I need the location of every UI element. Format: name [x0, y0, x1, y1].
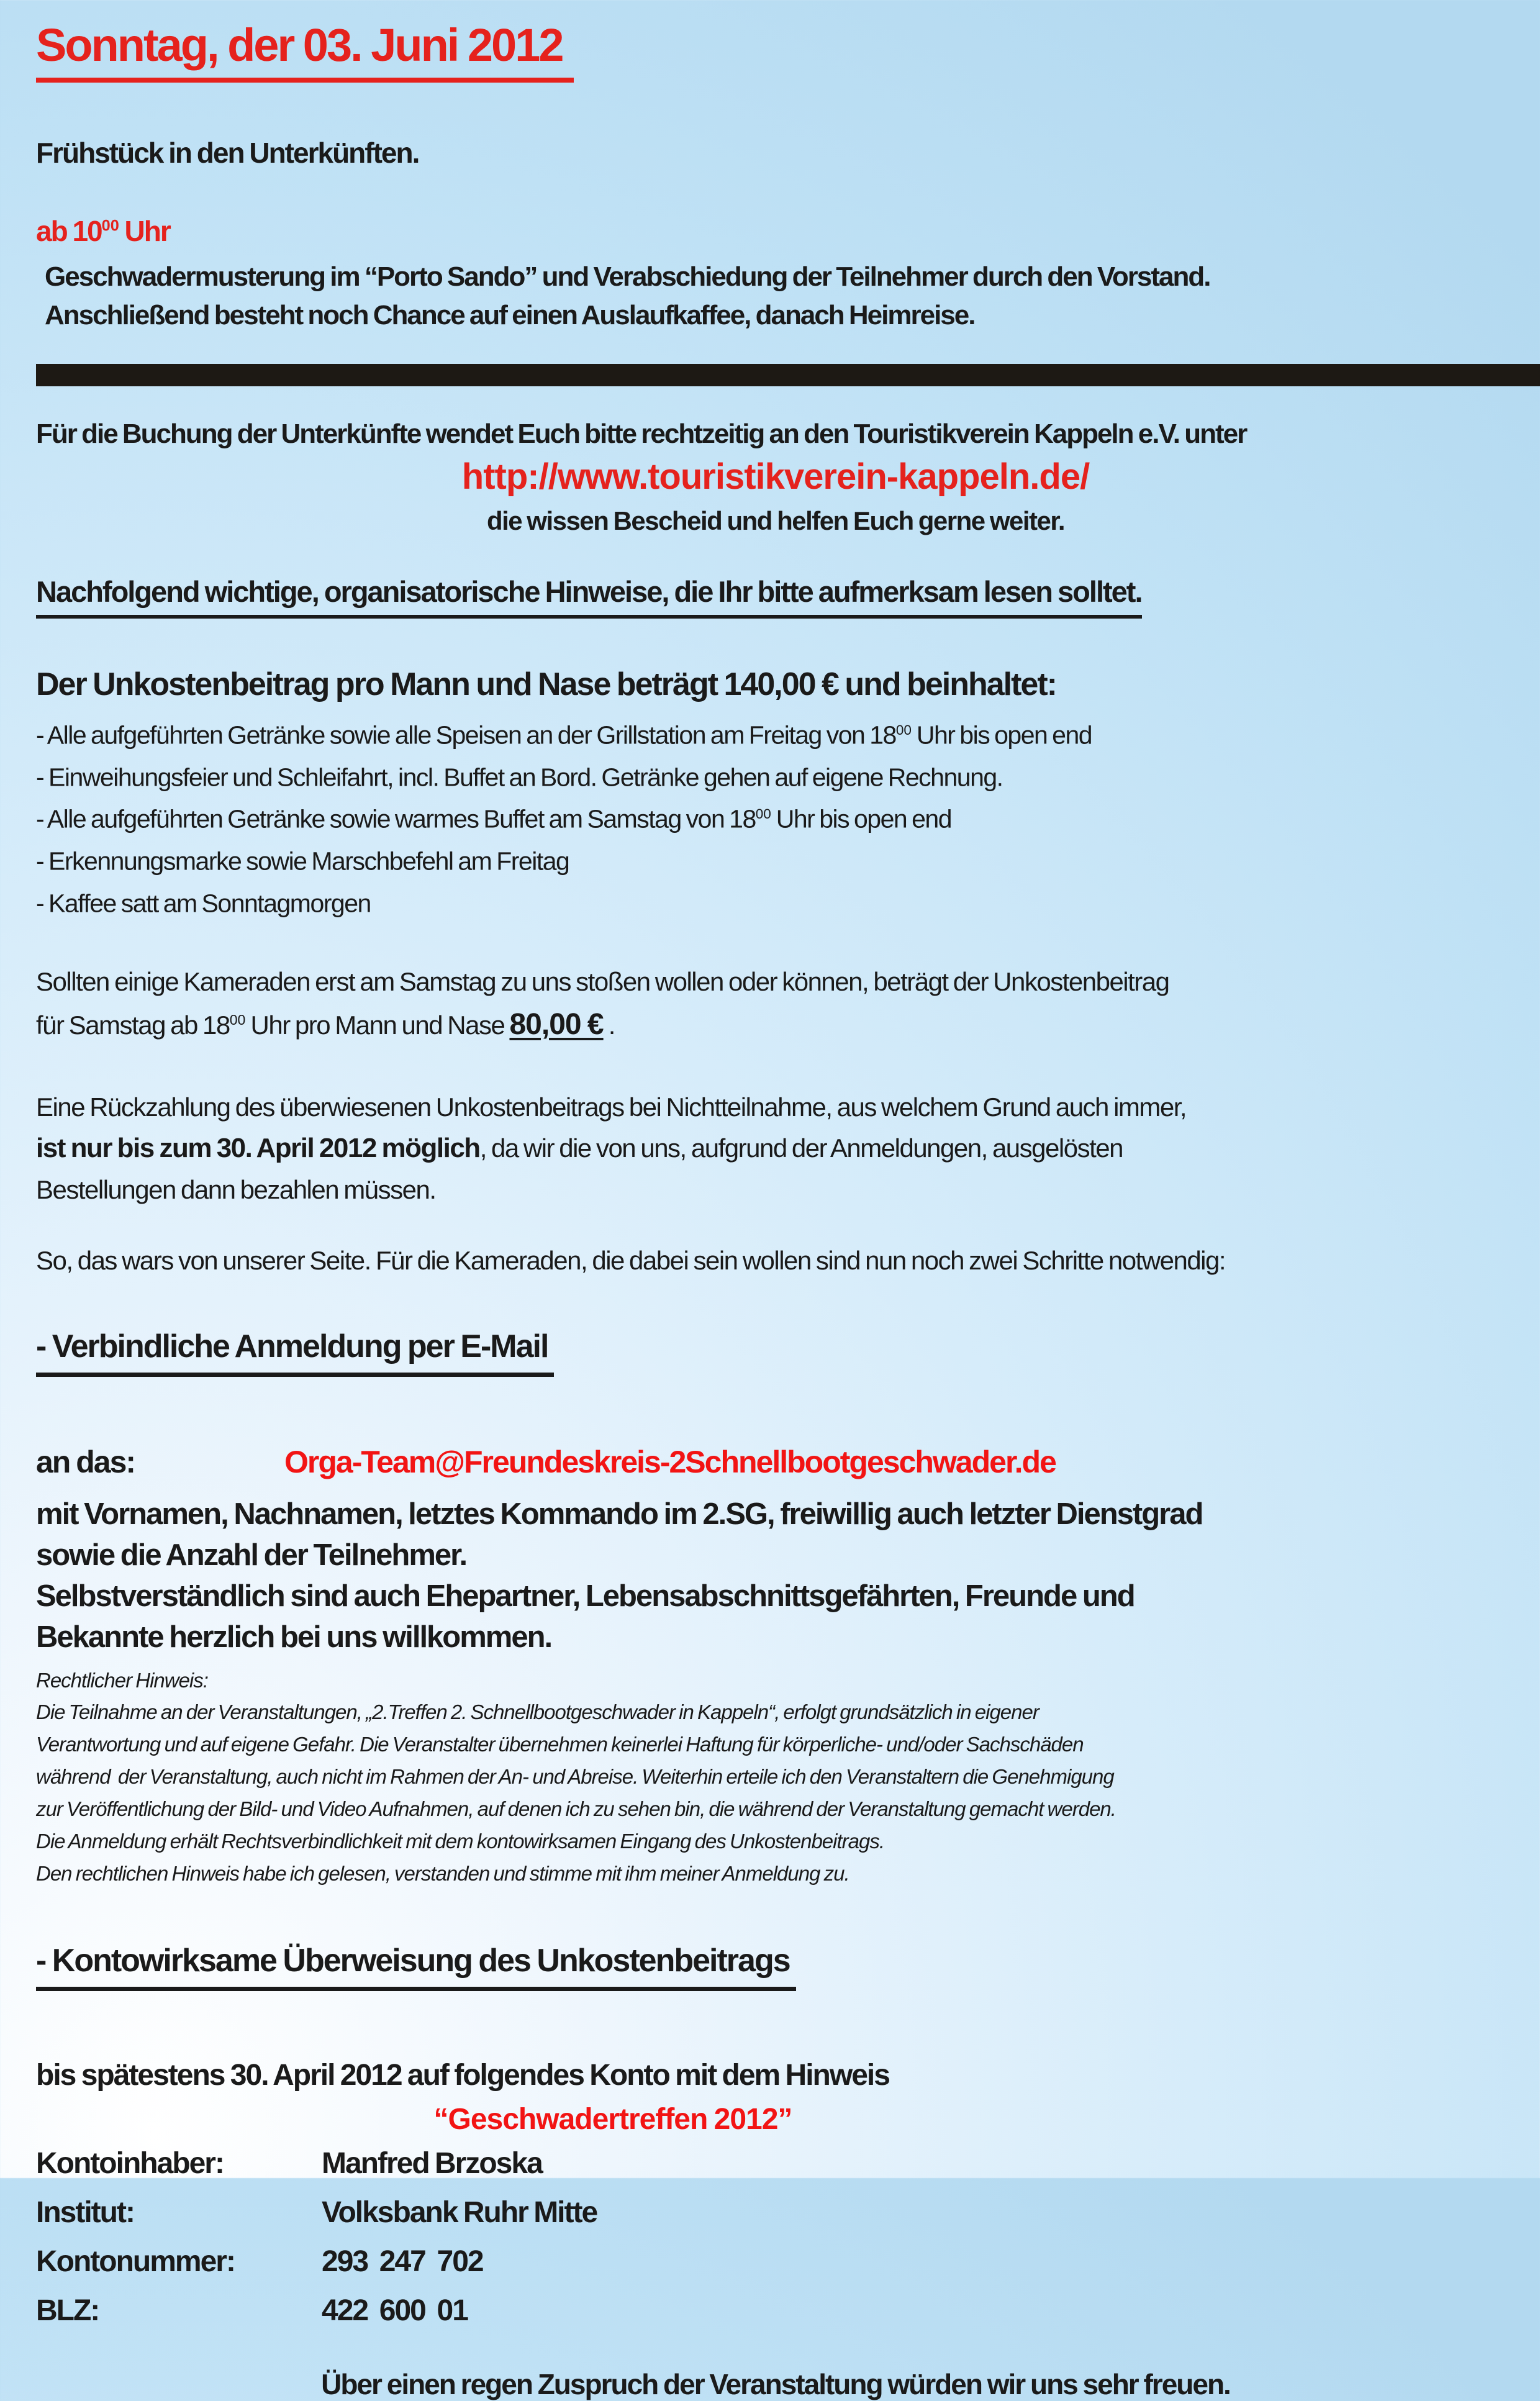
- list-item: [36, 712, 1515, 754]
- bank-name-label: Institut:: [36, 2196, 134, 2230]
- table-row: [36, 2244, 1515, 2279]
- legal-line: Die Anmeldung erhält Rechtsverbindlichkeit mit dem kontowirksamen Eingang des Unkostenbeitrags.: [36, 1830, 885, 1853]
- refund-line-3: Bestellungen dann bezahlen müssen.: [36, 1174, 436, 1204]
- account-number-value: 293 247 702: [322, 2245, 483, 2279]
- legal-line: Verantwortung und auf eigene Gefahr. Die Veranstalter übernehmen keinerlei Haftung für körperliche- und/oder Sachschäden: [36, 1733, 1084, 1756]
- list-item: [36, 838, 1515, 880]
- time-prefix: ab 10: [36, 215, 102, 247]
- list-item: [36, 754, 1515, 796]
- time-superscript: 00: [101, 217, 119, 235]
- legal-line: Die Teilnahme an der Veranstaltungen, „2.Treffen 2. Schnellbootgeschwader in Kappeln“, erfolgt grundsätzlich in eigener: [36, 1700, 1039, 1724]
- list-item: [36, 796, 1515, 838]
- item-text: - Alle aufgeführten Getränke sowie alle Speisen an der Grillstation am Freitag von 18: [36, 720, 896, 750]
- page-title-wrap: [36, 16, 1515, 83]
- payment-heading-wrap: [36, 1890, 1515, 1991]
- morning-program: [36, 258, 1515, 335]
- booking-intro: Für die Buchung der Unterkünfte wendet Euch bitte rechtzeitig an den Touristikverein Kappeln e.V. unter: [36, 418, 1247, 449]
- transition-line: So, das wars von unserer Seite. Für die Kameraden, die dabei sein wollen sind nun noch zwei Schritte notwendig:: [36, 1246, 1226, 1276]
- registration-details-line-2: sowie die Anzahl der Teilnehmer.: [36, 1538, 467, 1573]
- item-superscript: 00: [755, 806, 771, 822]
- account-holder-label: Kontoinhaber:: [36, 2147, 224, 2181]
- payment-heading: - Kontowirksame Überweisung des Unkostenbeitrags: [36, 1942, 796, 1991]
- start-time-line: [36, 214, 1515, 248]
- legal-notice-label: Rechtlicher Hinweis:: [36, 1669, 208, 1692]
- table-row: [36, 2294, 1515, 2328]
- closing-line: Über einen regen Zuspruch der Veranstaltung würden wir uns sehr freuen.: [321, 2368, 1230, 2401]
- page-title: Sonntag, der 03. Juni 2012: [36, 19, 574, 83]
- saturday-fee-amount: 80,00 €: [509, 1008, 604, 1042]
- legal-line: zur Veröffentlichung der Bild- und Video Aufnahmen, auf denen ich zu sehen bin, die während der Veranstaltung gemacht werden.: [36, 1797, 1116, 1821]
- refund-deadline-bold: ist nur bis zum 30. April 2012 möglich: [36, 1132, 480, 1163]
- registration-heading-wrap: [36, 1276, 1515, 1377]
- list-item: [36, 880, 1515, 922]
- legal-line: Den rechtlichen Hinweis habe ich gelesen, verstanden und stimme mit ihm meiner Anmeldung zu.: [36, 1862, 849, 1886]
- notice-heading: Nachfolgend wichtige, organisatorische Hinweise, die Ihr bitte aufmerksam lesen solltet.: [36, 574, 1142, 619]
- payment-deadline-line: bis spätestens 30. April 2012 auf folgendes Konto mit dem Hinweis: [36, 2059, 889, 2092]
- saturday-fee-line-1: Sollten einige Kameraden erst am Samstag zu uns stoßen wollen oder können, beträgt der Unkostenbeitrag: [36, 967, 1169, 997]
- saturday-fee-paragraph: [36, 961, 1515, 1048]
- saturday-fee-line-2: [36, 1002, 1515, 1048]
- item-text: - Einweihungsfeier und Schleifahrt, incl. Buffet an Bord. Getränke gehen auf eigene Rechnung.: [36, 763, 1003, 792]
- item-superscript: 00: [895, 722, 912, 738]
- orga-team-email-link[interactable]: Orga-Team@Freundeskreis-2Schnellbootgeschwader.de: [284, 1445, 1056, 1480]
- email-to-label: an das:: [36, 1445, 135, 1480]
- sat-fee-text: .: [603, 1010, 615, 1040]
- fee-heading: Der Unkostenbeitrag pro Mann und Nase beträgt 140,00 € und beinhaltet:: [36, 666, 1056, 702]
- fee-items-list: [36, 712, 1515, 922]
- booking-outro: die wissen Bescheid und helfen Euch gerne weiter.: [486, 506, 1065, 535]
- touristikverein-link[interactable]: http://www.touristikverein-kappeln.de/: [461, 456, 1090, 497]
- breakfast-line: Frühstück in den Unterkünften.: [36, 137, 419, 169]
- black-divider-bar: [36, 364, 1540, 386]
- registration-welcome-line-2: Bekannte herzlich bei uns willkommen.: [36, 1620, 552, 1654]
- bank-name-value: Volksbank Ruhr Mitte: [322, 2196, 597, 2230]
- sat-fee-text: Uhr pro Mann und Nase: [245, 1010, 510, 1040]
- time-suffix: Uhr: [119, 215, 170, 247]
- refund-text: , da wir die von uns, aufgrund der Anmeldungen, ausgelösten: [479, 1133, 1123, 1163]
- legal-line: während der Veranstaltung, auch nicht im Rahmen der An- und Abreise. Weiterhin erteile ich den Veranstaltern die Genehmigung: [36, 1765, 1114, 1789]
- legal-notice-text: [36, 1696, 1515, 1890]
- morning-line-2: Anschließend besteht noch Chance auf einen Auslaufkaffee, danach Heimreise.: [45, 300, 975, 331]
- payment-reference: “Geschwadertreffen 2012”: [433, 2103, 792, 2136]
- booking-url-line: [36, 456, 1515, 497]
- blz-value: 422 600 01: [322, 2294, 468, 2328]
- item-text: Uhr bis open end: [771, 804, 951, 833]
- registration-details-line-1: mit Vornamen, Nachnamen, letztes Kommando im 2.SG, freiwillig auch letzter Dienstgrad: [36, 1497, 1203, 1532]
- registration-details: [36, 1494, 1515, 1658]
- morning-line-1: Geschwadermusterung im “Porto Sando” und Verabschiedung der Teilnehmer durch den Vorstand.: [45, 261, 1210, 292]
- email-row: [36, 1444, 1515, 1480]
- account-holder-value: Manfred Brzoska: [322, 2147, 542, 2181]
- registration-heading: - Verbindliche Anmeldung per E-Mail: [36, 1328, 554, 1377]
- notice-heading-wrap: [36, 536, 1515, 619]
- item-text: - Erkennungsmarke sowie Marschbefehl am Freitag: [36, 846, 569, 876]
- sat-fee-text: für Samstag ab 18: [36, 1010, 230, 1040]
- item-text: - Kaffee satt am Sonntagmorgen: [36, 889, 371, 918]
- refund-line-1: Eine Rückzahlung des überwiesenen Unkostenbeitrags bei Nichtteilnahme, aus welchem Grund auch immer,: [36, 1092, 1187, 1122]
- bank-account-block: [36, 2146, 1515, 2328]
- table-row: [36, 2195, 1515, 2230]
- refund-paragraph: [36, 1087, 1515, 1210]
- registration-welcome-line-1: Selbstverständlich sind auch Ehepartner, Lebensabschnittsgefährten, Freunde und: [36, 1579, 1135, 1614]
- table-row: [36, 2146, 1515, 2181]
- item-text: Uhr bis open end: [911, 720, 1092, 750]
- sat-fee-superscript: 00: [229, 1012, 246, 1028]
- blz-label: BLZ:: [36, 2294, 99, 2328]
- refund-line-2: [36, 1127, 1515, 1169]
- item-text: - Alle aufgeführten Getränke sowie warmes Buffet am Samstag von 18: [36, 804, 756, 833]
- account-number-label: Kontonummer:: [36, 2245, 235, 2279]
